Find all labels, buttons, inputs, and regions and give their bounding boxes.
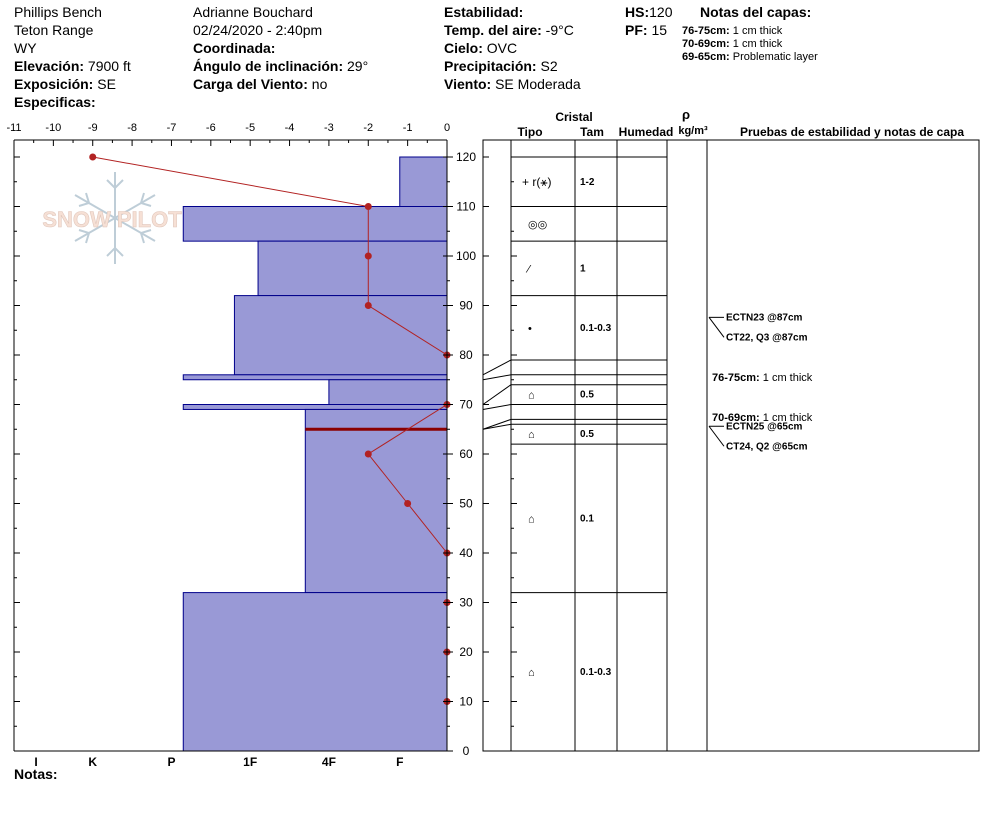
layer-note-range: 69-65cm: (682, 51, 730, 63)
wind-load-label: Carga del Viento: (193, 76, 308, 92)
notes-label: Notas: (14, 766, 58, 782)
layer-connector (483, 419, 511, 429)
temperature-point (365, 302, 372, 309)
slope-value: 29° (347, 58, 369, 74)
temperature-point (365, 253, 372, 260)
hardness-layer (400, 157, 447, 207)
hardness-axis (34, 755, 403, 769)
elevation-value: 7900 ft (87, 58, 131, 74)
temperature-point (89, 154, 96, 161)
height-tick-label: 120 (455, 150, 477, 164)
crystal-type: • (528, 322, 532, 335)
hardness-tick-label: 4F (321, 755, 336, 769)
crystal-size: 1 (580, 263, 586, 275)
temp-tick-label: 0 (443, 122, 451, 134)
temperature-point (404, 500, 411, 507)
layer-connector (483, 385, 511, 405)
stability-test-label: ECTN23 @87cm (726, 312, 803, 324)
test-layer-note (712, 412, 813, 424)
stability-test-label: CT24, Q2 @65cm (726, 441, 808, 453)
table-headers (517, 107, 964, 139)
crystal-type: ⌂ (528, 513, 535, 526)
layer-note-text: 1 cm thick (732, 25, 783, 37)
temp-tick-label: -11 (6, 122, 22, 134)
precip-label: Precipitación: (444, 58, 537, 74)
header-tipo: Tipo (517, 125, 543, 139)
stability-tests (709, 312, 813, 452)
stability-label: Estabilidad: (444, 4, 524, 20)
crystal-type: ◎◎ (528, 218, 548, 231)
height-tick-label: 50 (459, 496, 473, 511)
precip-value: S2 (540, 58, 558, 74)
layer-notes-title: Notas del capas: (700, 4, 812, 20)
hardness-layer (305, 409, 447, 592)
test-layer-note-text: 1 cm thick (762, 372, 813, 384)
crystal-type: ⌂ (528, 429, 535, 442)
temp-tick-label: -3 (324, 122, 334, 134)
height-tick-label: 80 (459, 348, 473, 362)
crystal-type: ⁄ (528, 263, 530, 276)
layer-connector (483, 424, 511, 429)
hardness-layer (329, 380, 447, 405)
height-tick-label: 90 (459, 298, 473, 313)
height-tick-label: 110 (456, 199, 476, 214)
stability-test-pointer (709, 317, 724, 337)
specifics-label: Especificas: (14, 94, 96, 110)
test-layer-note-range: 70-69cm: (712, 412, 763, 424)
wind-load-value: no (311, 76, 328, 92)
header-tam: Tam (580, 125, 604, 139)
hs-value: 120 (649, 4, 673, 20)
hardness-tick-label: I (34, 755, 38, 769)
hardness-layer (183, 207, 447, 242)
state: WY (14, 40, 37, 56)
temperature-point (365, 451, 372, 458)
crystal-size: 0.5 (580, 389, 594, 401)
layer-note-text: 1 cm thick (732, 38, 783, 50)
crystal-type: ⌂ (528, 666, 535, 679)
aspect-value: SE (97, 76, 116, 92)
layer-note-range: 70-69cm: (682, 38, 730, 50)
height-tick-label: 100 (455, 249, 477, 263)
height-tick-label: 20 (459, 645, 473, 659)
temp-tick-label: -10 (45, 122, 62, 134)
temp-tick-label: -7 (166, 122, 177, 134)
hardness-tick-label: K (88, 755, 98, 769)
hardness-tick-label: 1F (243, 755, 258, 769)
pf-value: 15 (651, 22, 668, 38)
air-temp-value: -9°C (545, 22, 574, 38)
crystal-size: 1-2 (580, 176, 595, 188)
layer-note-text: Problematic layer (732, 51, 818, 63)
temp-tick-label: -1 (402, 122, 413, 134)
air-temp-label: Temp. del aire: (444, 22, 542, 38)
temp-tick-label: -8 (127, 122, 137, 134)
wind-label: Viento: (444, 76, 492, 92)
location: Phillips Bench (14, 4, 102, 20)
height-tick-label: 30 (459, 595, 473, 610)
observer: Adrianne Bouchard (193, 4, 313, 20)
layer-connector (483, 360, 511, 375)
stability-test-label: ECTN25 @65cm (726, 421, 803, 433)
temp-tick-label: -4 (284, 122, 295, 134)
height-tick-label: 70 (459, 397, 473, 412)
header-tests: Pruebas de estabilidad y notas de capa (739, 125, 965, 139)
crystal-size: 0.5 (580, 429, 594, 441)
test-layer-note-text: 1 cm thick (762, 412, 813, 424)
logo-text: SNOW PILOT (42, 207, 182, 232)
crystal-size: 0.1-0.3 (580, 666, 612, 678)
hardness-layer (183, 405, 447, 410)
hardness-layer (183, 593, 447, 751)
slope-label: Ángulo de inclinación: (193, 58, 344, 74)
coordinate-label: Coordinada: (193, 40, 276, 56)
elevation-label: Elevación: (14, 58, 85, 74)
layer-note-range: 76-75cm: (682, 25, 730, 37)
pf-label: PF: (625, 22, 648, 38)
sky-value: OVC (486, 40, 518, 56)
hs-label: HS: (625, 4, 650, 20)
height-tick-label: 0 (462, 744, 470, 758)
temp-tick-label: -6 (205, 122, 216, 134)
datetime: 02/24/2020 - 2:40pm (193, 22, 323, 38)
height-tick-label: 60 (459, 447, 473, 461)
stability-test-label: CT22, Q3 @87cm (726, 332, 808, 344)
hardness-layers (183, 157, 447, 751)
sky-label: Cielo: (444, 40, 483, 56)
header-rho: ρ (681, 107, 691, 122)
wind-value: SE Moderada (495, 76, 581, 92)
temp-tick-label: -5 (245, 122, 256, 134)
mountain-range: Teton Range (14, 22, 94, 38)
height-tick-label: 40 (459, 546, 473, 560)
layer-connector (483, 405, 511, 410)
crystal-size: 0.1 (580, 513, 594, 525)
hardness-tick-label: F (396, 755, 404, 769)
layer-connector (483, 375, 511, 380)
test-layer-note-range: 76-75cm: (712, 372, 763, 384)
hardness-layer (183, 375, 447, 380)
temperature-point (365, 203, 372, 210)
header-humedad: Humedad (618, 125, 674, 139)
temp-tick-label: -9 (87, 122, 98, 134)
temperature-axis (6, 122, 450, 146)
crystal-size: 0.1-0.3 (580, 322, 612, 334)
crystal-type: + r(⚹) (522, 174, 552, 189)
temp-tick-label: -2 (363, 122, 374, 134)
test-layer-note (712, 372, 813, 384)
height-tick-label: 10 (459, 694, 473, 709)
hardness-layer (258, 241, 447, 295)
header-cristal: Cristal (555, 110, 593, 124)
aspect-label: Exposición: (14, 76, 94, 92)
header-density-unit: kg/m³ (678, 125, 708, 137)
hardness-tick-label: P (167, 755, 176, 769)
stability-test-pointer (709, 426, 724, 446)
crystal-type: ⌂ (528, 389, 535, 402)
snowpilot-logo (42, 172, 182, 264)
